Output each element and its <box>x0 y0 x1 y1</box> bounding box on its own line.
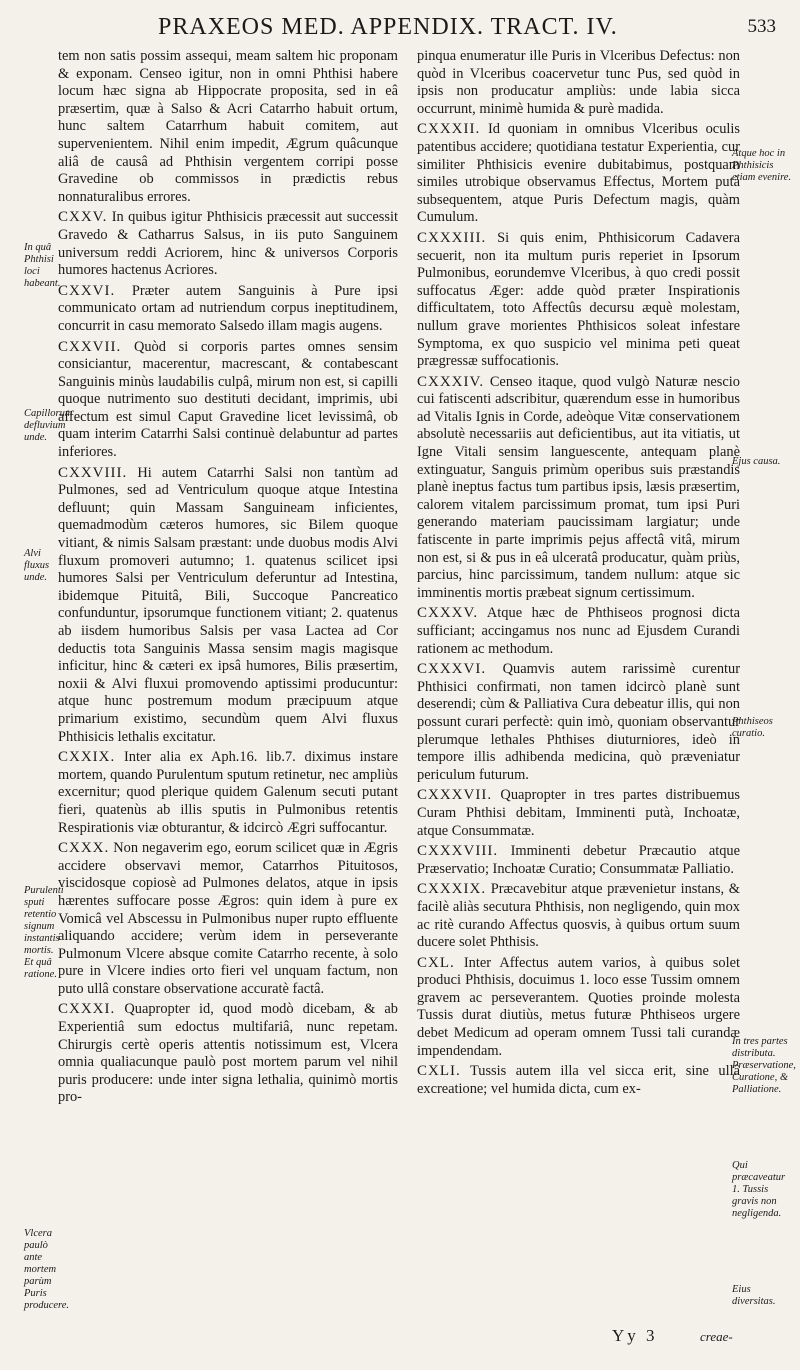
paragraph-text: Atque hæc de Phthiseos prognosi dicta sufficiant; accingamus nos nunc ad Ejusdem Curandi rationem ac methodum. <box>417 605 740 657</box>
section-number: CXXX. <box>58 840 110 857</box>
section-number: CXXXIX. <box>417 881 487 898</box>
paragraph <box>417 1063 740 1098</box>
paragraph-text: Inter alia ex Aph.16. lib.7. diximus instare mortem, quando Purulentum sputum retinetur, nec ampliùs excernitur; quod plerique quidem Galenum secuti putant fieri, quatenùs ab illis sputis in Pulmonibus retentis Respirationis viæ obturantur, & idcircò Ægri suffocantur. <box>58 749 398 836</box>
paragraph <box>58 749 398 837</box>
section-number: CXXVI. <box>58 282 116 299</box>
paragraph-text: Quapropter id, quod modò dicebam, & ab Experientiâ sum edoctus multifariâ, nunc repetam. Chirurgis certè operis attentis notissimum est, Vlcera omnia qualiacunque paulò post mortem parum vel nihil puris producere: unde inter signa lethalia, quinimò mortis pro- <box>58 1001 398 1106</box>
paragraph <box>417 605 740 658</box>
section-number: CXXIX. <box>58 749 116 766</box>
paragraph <box>417 48 740 118</box>
section-number: CXXXV. <box>417 605 479 622</box>
page-number: 533 <box>747 16 776 37</box>
margin-note-left: Alvi fluxus unde. <box>24 548 50 583</box>
paragraph <box>58 465 398 747</box>
section-number: CXLI. <box>417 1063 461 1080</box>
margin-note-right: Ejus causa. <box>732 456 781 467</box>
paragraph <box>417 787 740 840</box>
paragraph <box>58 283 398 336</box>
section-number: CXXXI. <box>58 1001 116 1018</box>
paragraph <box>417 661 740 784</box>
section-number: CXXXVIII. <box>417 843 499 860</box>
paragraph-text: Censeo itaque, quod vulgò Naturæ nescio cui fatiscenti adscribitur, quærendum esse in humoribus ad Vitalis Ignis in Corde, adeòque Vitæ conservationem absolutè necessariis aut deficientibus, aut ita vitiatis, ut Igne Vitali sensim languescente, antequam planè extinguatur, Sanguis primùm operibus suis præstandis planè ineptus factus tum partibus ipsis, læsis præsertim, calorem vitalem parcissimum promat, tum ipsi Puri generando materiam paucissimam largiatur; unde fatiscente in parte imprimis pejus affectâ vitâ, mirum non est, si & pus in eâ ulceratâ producatur, quàm priùs, parcius, hinc parcissimum, tandem nullum: atque sic imminentis mortis præbeat signum certissimum. <box>417 373 740 601</box>
margin-note-left: In quâ Phthisi loci habeant. <box>24 242 61 289</box>
section-number: CXXXII. <box>417 121 481 138</box>
paragraph-text: Imminenti debetur Præcautio atque Præservatio; Inchoatæ Curatio; Consummatæ Palliatio. <box>417 843 740 877</box>
margin-note-right: Qui præcaveatur 1. Tussis gravis non negligenda. <box>732 1160 786 1219</box>
page-header <box>0 14 800 44</box>
paragraph-text: Quapropter in tres partes distribuemus Curam Phthisi debitam, Imminenti putà, Inchoatæ, atque Consummatæ. <box>417 787 740 839</box>
margin-note-right: In tres partes distributa. Præservatione, Curatione, & Palliatione. <box>732 1036 796 1095</box>
running-title: PRAXEOS MED. APPENDIX. TRACT. IV. <box>158 14 618 40</box>
paragraph-text: Non negaverim ego, eorum scilicet quæ in Ægris accidere observavi memor, Catarrhos Pituitosos, viscidosque copiosè ad Pulmones delatos, atque in ipsis hærentes suffocare posse Ægros: quin idem à pure ex Vomicâ vel Abscessu in Pulmonibus nuper rupto effluente aliquando accidere; verùm idem in perseverante Pulmonum Vlcere absque comite Catarrho recente, à solo pure in Vlcere indies orto fieri vel unquam factum, non puto ullâ constare observatione accuratè factâ. <box>58 840 398 997</box>
left-text-column <box>58 48 398 1110</box>
section-number: CXL. <box>417 954 455 971</box>
paragraph-text: Præter autem Sanguinis à Pure ipsi communicato ortam ad nutriendum corpus ineptitudinem, concurrit in casu memorato Salsedo illam magis augens. <box>58 282 398 334</box>
paragraph <box>58 840 398 998</box>
paragraph-text: Quòd si corporis partes omnes sensim consiciantur, macerentur, macrescant, & contabescant Sanguinis minùs laudabilis culpâ, mirum non est, si capilli quoque nutrimento suo destituti decidant, imprimis, ubi affectum est simul Caput Gravedine licet levissimâ, ob quam interim Catarrhi Salsi continuè delabuntur ad partes inferiores. <box>58 338 398 461</box>
paragraph <box>58 1001 398 1107</box>
margin-note-right: Eius diversitas. <box>732 1284 776 1307</box>
paragraph <box>58 339 398 462</box>
section-number: CXXVIII. <box>58 464 128 481</box>
section-number: CXXXIII. <box>417 229 487 246</box>
margin-note-right: Atque hoc in Phthisicis etiam evenire. <box>732 148 792 183</box>
right-text-column <box>417 48 740 1101</box>
margin-note-right: Phthiseos curatio. <box>732 716 773 739</box>
paragraph <box>58 209 398 279</box>
paragraph <box>58 48 398 206</box>
paragraph-text: Inter Affectus autem varios, à quibus solet produci Phthisis, docuimus 1. loco esse Tussim omnem gravem ac perseverantem. Quoties proinde molesta Tussis durat diutiùs, metus futuræ Phthiseos urgere debet Medicum ad operam omnem Tussi tali curandæ impendendam. <box>417 954 740 1059</box>
section-number: CXXVII. <box>58 338 122 355</box>
paragraph <box>417 230 740 371</box>
paragraph <box>417 881 740 951</box>
margin-note-left: Vlcera paulò ante mortem parùm Puris producere. <box>24 1228 69 1311</box>
paragraph-text: Præcavebitur atque prævenietur instans, & facilè aliàs secutura Phthisis, non negligendo, quin mox ac ritè curando Affectus quosvis, à quibus ortum suum ducere solet Phthisis. <box>417 881 740 951</box>
catchword: creae- <box>700 1329 733 1344</box>
paragraph-text: Hi autem Catarrhi Salsi non tantùm ad Pulmones, sed ad Ventriculum quoque atque Intestina defluunt; quin Massam Sanguineam inficientes, quemadmodùm cæteros humores, sic Bilem quoque vitiant, & nimis Salsam præstant: unde duobus modis Alvi fluxum promoveri autumno; 1. quatenus scilicet ipsi humores Salsi per Ventriculum deferuntur ad Intestina, ibidemque Pituitâ, Bili, Succoque Pancreatico confunduntur, ipsorumque functionem vitiant; 2. quatenus ab iisdem humoribus Salsis per vasa Lactea ad Cor deductis tota Sanguinis Massa sensim magis magisque inficitur, hinc & cæteri ex ipsâ humores, Bilis præsertim, noxii & Alvi fluxui promovendo aptissimi producuntur: atque hunc postremum modum præcipuum atque primarium existimo, secundùm quem Alvi fluxus Phthisicis lethalis excitatur. <box>58 464 398 745</box>
paragraph-text: Id quoniam in omnibus Vlceribus oculis patentibus accidere; quotidiana testatur Experientia, cur similiter Phthisicis evenire dubitabimus, postquam similes utrobique observamus Effectus, Mortem putà subsequentem, atque Puris Defectum magis, quàm Cumulum. <box>417 121 740 226</box>
paragraph <box>417 955 740 1061</box>
section-number: CXXXVII. <box>417 787 493 804</box>
paragraph <box>417 374 740 603</box>
section-number: CXXV. <box>58 209 108 226</box>
paragraph-text: tem non satis possim assequi, meam saltem hic proponam & exponam. Censeo igitur, non in omni Phthisi habere locum hæc signa ab Hippocrate proposita, sed in eâ præsertim, quæ à Salso & Acri Catarrho habuit ortum, hunc saltem Catarrhum habuit comitem, aut supervenientem. Nihil enim impedit, Ægrum quâcunque aliâ de causâ ad Phthisin vergentem corripi posse Gravedine ob commissos in prædictis rebus nonnaturalibus errores. <box>58 48 398 205</box>
section-number: CXXXVI. <box>417 661 487 678</box>
section-number: CXXXIV. <box>417 373 485 390</box>
margin-note-left: Purulenti sputi retentio signum instantis mortis. Et quâ ratione. <box>24 885 64 980</box>
paragraph-text: Tussis autem illa vel sicca erit, sine ullâ excreatione; vel humida dicta, cum ex- <box>417 1063 740 1097</box>
margin-note-left: Capillorum defluvium unde. <box>24 408 73 443</box>
paragraph <box>417 121 740 227</box>
signature-mark: Yy 3 <box>612 1326 658 1345</box>
paragraph-text: Quamvis autem rarissimè curentur Phthisici confirmati, non tamen idcircò planè sunt deserendi; cùm & Palliativa Cura debeatur illis, qui non possunt curari perfectè: quin imò, quoniam observantur plerumque lethales Phthises diuturniores, ideò in tempore illis adhibenda medicina, quò præveniatur periculum futurum. <box>417 661 740 783</box>
paragraph-text: In quibus igitur Phthisicis præcessit aut successit Gravedo & Catharrus Salsus, in iis puto Sanguinem universum reddi Acriorem, hinc & universos Corporis humores hactenus Acriores. <box>58 209 398 279</box>
paragraph-text: Si quis enim, Phthisicorum Cadavera secuerit, non ita multum puris reperiet in Ipsorum Pulmonibus, eorundemve Vlceribus, à quo credi possit suffocatus Æger: adde quòd præter Inspirationis difficultatem, toto Affectûs decursu æquè molestam, nullum grave morientes Phthisicos soleat infestare Symptoma, ex quo suspicio vel minima peti queat prægressæ suffocationis. <box>417 229 740 370</box>
paragraph-text: pinqua enumeratur ille Puris in Vlceribus Defectus: non quòd in Vlceribus coacervetur tunc Pus, sed quòd in ipsis non producatur ampliùs: unde labia sicca occurrunt, minimè humida & purè madida. <box>417 48 740 117</box>
paragraph <box>417 843 740 878</box>
